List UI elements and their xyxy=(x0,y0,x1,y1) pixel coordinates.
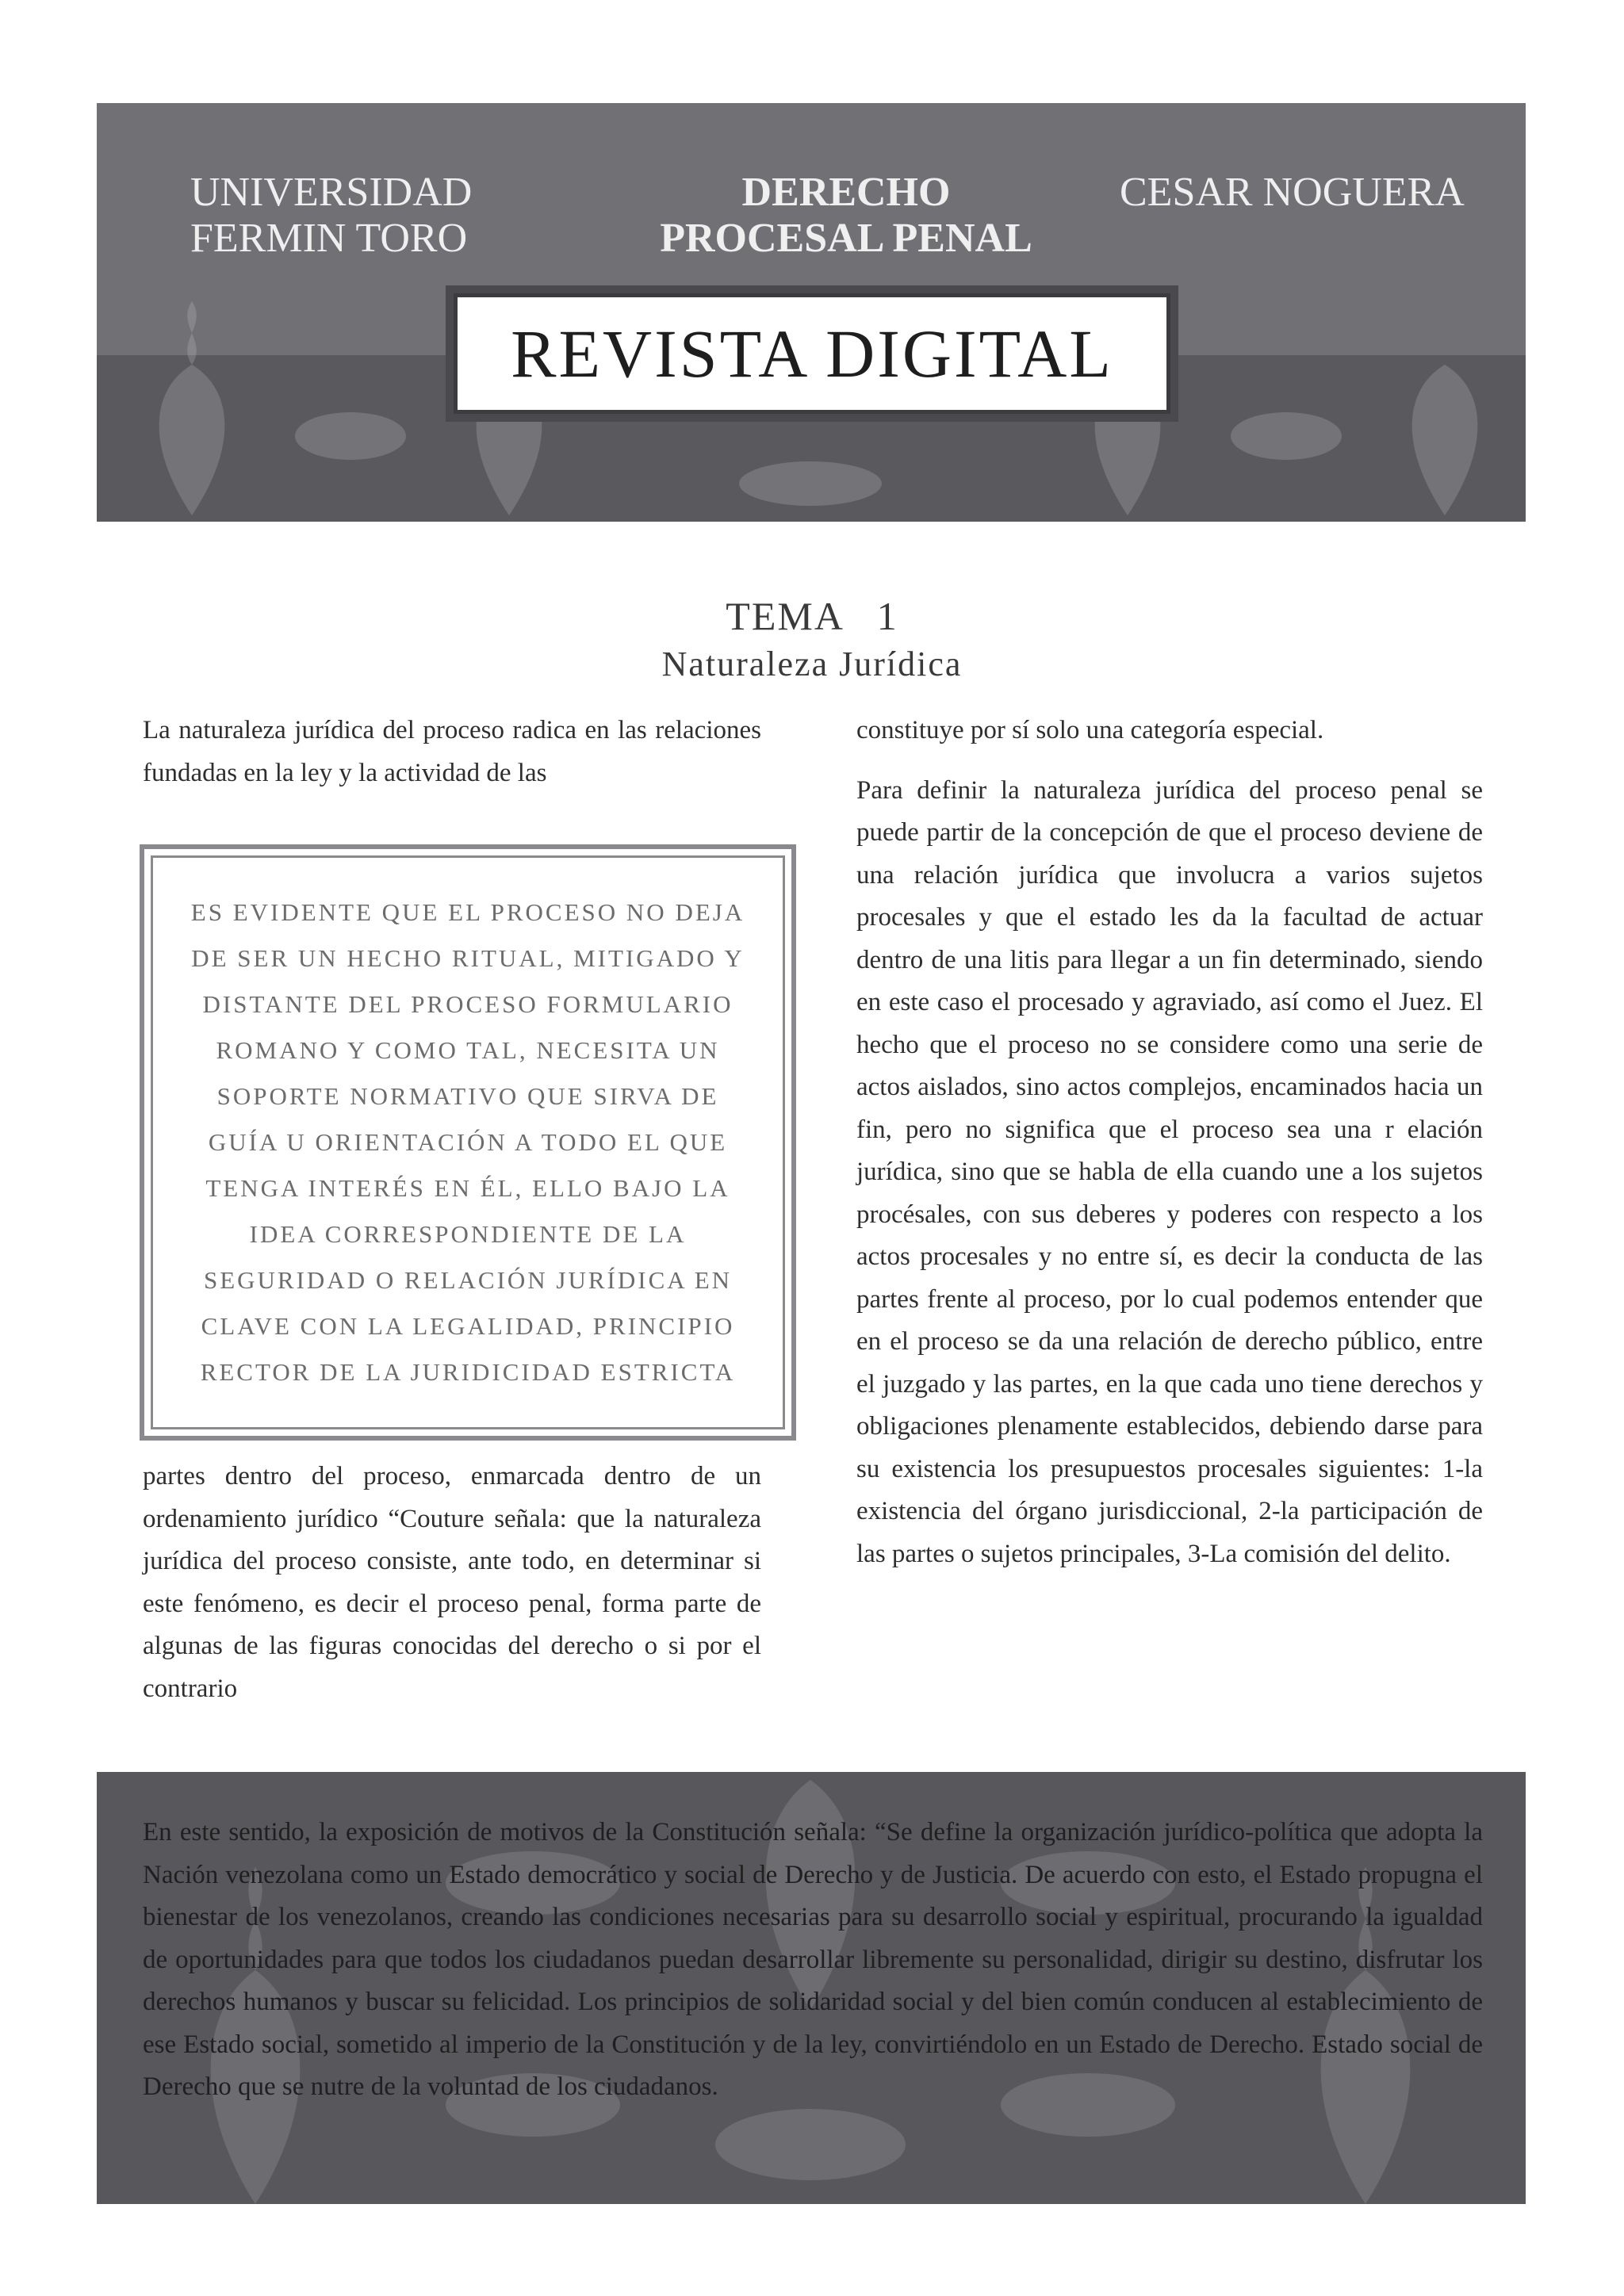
pull-quote-text: ES EVIDENTE QUE EL PROCESO NO DEJA DE SER UN HECHO RITUAL, MITIGADO Y DISTANTE DEL PROCESO FORMULARIO ROMANO Y COMO TAL, NECESITA UN SOPORTE NORMATIVO QUE SIRVA DE GUÍA U ORIENTACIÓN A TODO EL QUE TENGA INTERÉS EN ÉL, ELLO BAJO LA IDEA CORRESPONDIENTE DE LA SEGURIDAD O RELACIÓN JURÍDICA EN CLAVE CON LA LEGALIDAD, PRINCIPIO RECTOR DE LA JURIDICIDAD ESTRICTA xyxy=(190,898,745,1386)
university-line-1: UNIVERSIDAD xyxy=(190,170,473,215)
university-line-2: FERMIN TORO xyxy=(190,216,468,261)
bottom-banner xyxy=(97,1772,1526,2204)
right-paragraph-1: constituye por sí solo una categoría especial. xyxy=(856,716,1324,744)
section-title: Naturaleza Jurídica xyxy=(661,645,963,683)
title-inner-frame xyxy=(454,293,1170,414)
title-frame xyxy=(446,285,1178,422)
left-column-continued: partes dentro del proceso, enmarcada dentro de un ordenamiento jurídico “Couture señala: que la naturaleza jurídica del proceso consiste, ante todo, en determinar si este fenómeno, es decir el proceso penal, forma parte de algunas de las figuras conocidas del derecho o si por el contrario xyxy=(143,1462,761,1703)
bottom-banner-text: En este sentido, la exposición de motivos de la Constitución señala: “Se define la organización jurídico-política que adopta la Nación venezolana como un Estado democrático y social de Derecho y de Justicia. De acuerdo con esto, el Estado propugna el bienestar de los venezolanos, creando las condiciones necesarias para su desarrollo social y espiritual, procurando la igualdad de oportunidades para que todos los ciudadanos puedan desarrollar libremente su personalidad, dirigir su destino, disfrutar los derechos humanos y buscar su felicidad. Los principios de solidaridad social y del bien común conducen al establecimiento de ese Estado social, sometido al imperio de la Constitución y de la ley, convirtiéndolo en un Estado de Derecho. Estado social de Derecho que se nutre de la voluntad de los ciudadanos. xyxy=(143,1818,1483,2101)
header-banner xyxy=(97,103,1526,522)
course-name xyxy=(620,170,1072,262)
pull-quote-inner xyxy=(151,855,785,1429)
university-name xyxy=(190,170,472,262)
course-line-1: DERECHO xyxy=(741,170,951,215)
left-column-intro: La naturaleza jurídica del proceso radica en las relaciones fundadas en la ley y la actividad de las xyxy=(143,716,761,787)
course-line-2: PROCESAL PENAL xyxy=(660,216,1032,261)
magazine-title: REVISTA DIGITAL xyxy=(511,316,1113,392)
right-paragraph-2: Para definir la naturaleza jurídica del proceso penal se puede partir de la concepción de que el proceso deviene de una relación jurídica que involucra a varios sujetos procesales y que el estado les da la facultad de actuar dentro de una litis para llegar a un fin determinado, siendo en este caso el procesado y agraviado, así como el Juez. El hecho que el proceso no se considere como una serie de actos aislados, sino actos complejos, encaminados hacia un fin, pero no significa que el proceso sea una r elación jurídica, sino que se habla de ella cuando une a los sujetos procésales, con sus deberes y poderes con respecto a los actos procesales y no entre sí, es decir la conducta de las partes frente al proceso, por lo cual podemos entender que en el proceso se da una relación de derecho público, entre el juzgado y las partes, en la que cada uno tiene derechos y obligaciones plenamente establecidos, debiendo darse para su existencia los presupuestos procesales siguientes: 1-la existencia del órgano jurisdiccional, 2-la participación de las partes o sujetos principales, 3-La comisión del delito. xyxy=(856,775,1483,1568)
pull-quote-box xyxy=(140,844,796,1441)
author-name: CESAR NOGUERA xyxy=(1120,170,1465,215)
section-number: TEMA 1 xyxy=(726,594,898,638)
right-column xyxy=(856,710,1483,1593)
